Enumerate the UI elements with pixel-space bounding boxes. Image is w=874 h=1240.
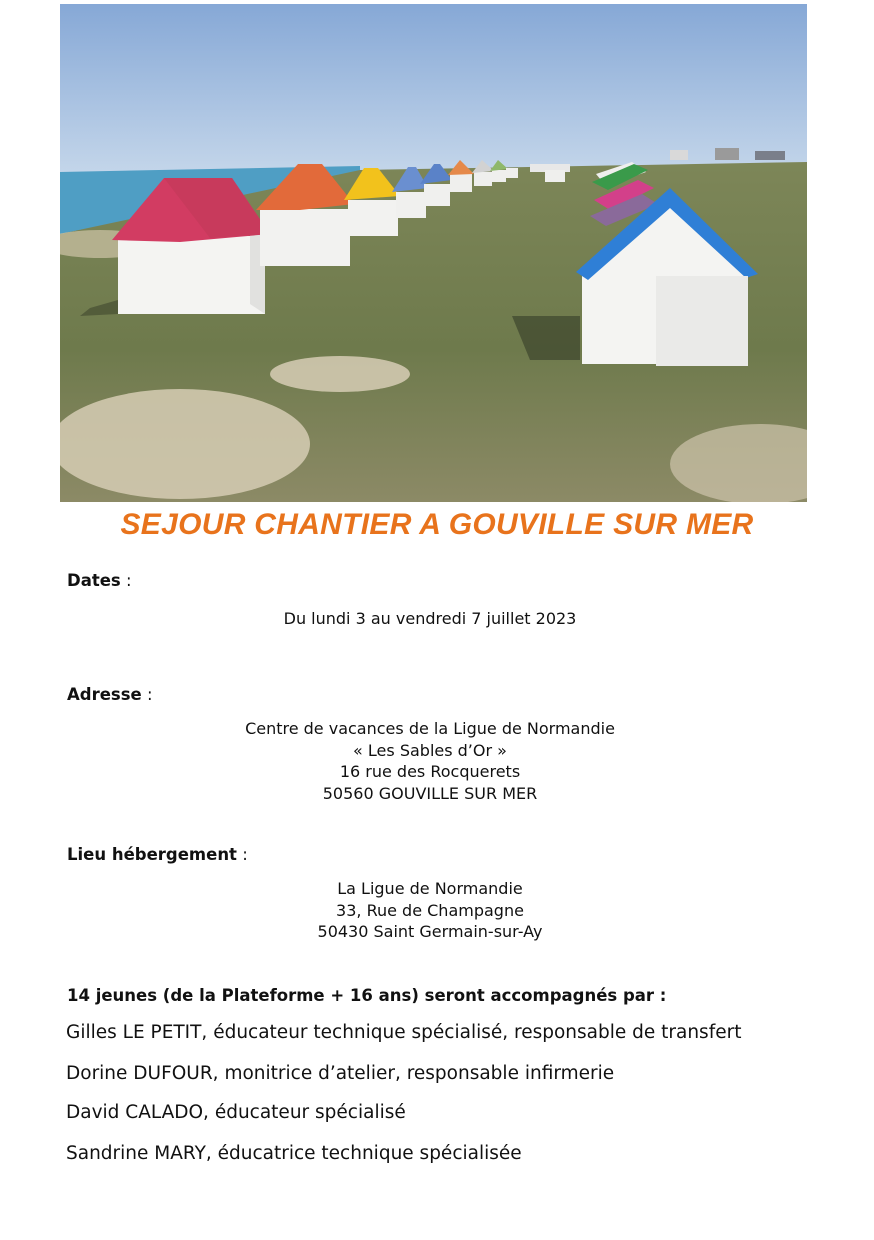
adresse-label: Adresse bbox=[67, 685, 142, 704]
hebergement-line: 33, Rue de Champagne bbox=[336, 900, 524, 920]
hebergement-block bbox=[60, 878, 800, 943]
adresse-line: 50560 GOUVILLE SUR MER bbox=[322, 783, 538, 803]
hebergement-label-colon: : bbox=[236, 845, 248, 864]
adresse-label-colon: : bbox=[141, 685, 153, 704]
dates-value: Du lundi 3 au vendredi 7 juillet 2023 bbox=[283, 609, 577, 628]
accompagnants-heading-text: 14 jeunes (de la Plateforme + 16 ans) seront accompagnés par : bbox=[67, 986, 667, 1005]
adresse-block bbox=[60, 718, 800, 804]
hebergement-label: Lieu hébergement bbox=[67, 845, 237, 864]
dates-label: Dates bbox=[67, 571, 121, 590]
accompagnants-heading bbox=[67, 986, 666, 1005]
hebergement-line: 50430 Saint Germain-sur-Ay bbox=[317, 922, 543, 941]
page-title: SEJOUR CHANTIER A GOUVILLE SUR MER bbox=[120, 508, 754, 541]
staff-member: David CALADO, éducateur spécialisé bbox=[66, 1102, 406, 1123]
staff-member: Gilles LE PETIT, éducateur technique spécialisé, responsable de transfert bbox=[66, 1022, 742, 1043]
hebergement-label-row bbox=[67, 845, 248, 864]
staff-member: Sandrine MARY, éducatrice technique spécialisée bbox=[66, 1143, 522, 1164]
staff-member: Dorine DUFOUR, monitrice d’atelier, responsable infirmerie bbox=[66, 1063, 615, 1084]
adresse-label-row bbox=[67, 685, 153, 704]
adresse-line: 16 rue des Rocquerets bbox=[339, 762, 521, 781]
adresse-line: Centre de vacances de la Ligue de Normandie bbox=[245, 719, 615, 738]
beach-huts-photo bbox=[60, 4, 807, 502]
hebergement-line: La Ligue de Normandie bbox=[337, 879, 523, 898]
dates-label-colon: : bbox=[120, 571, 132, 590]
dates-block bbox=[60, 608, 800, 630]
adresse-line: « Les Sables d’Or » bbox=[353, 740, 507, 760]
dates-label-row bbox=[67, 571, 132, 590]
